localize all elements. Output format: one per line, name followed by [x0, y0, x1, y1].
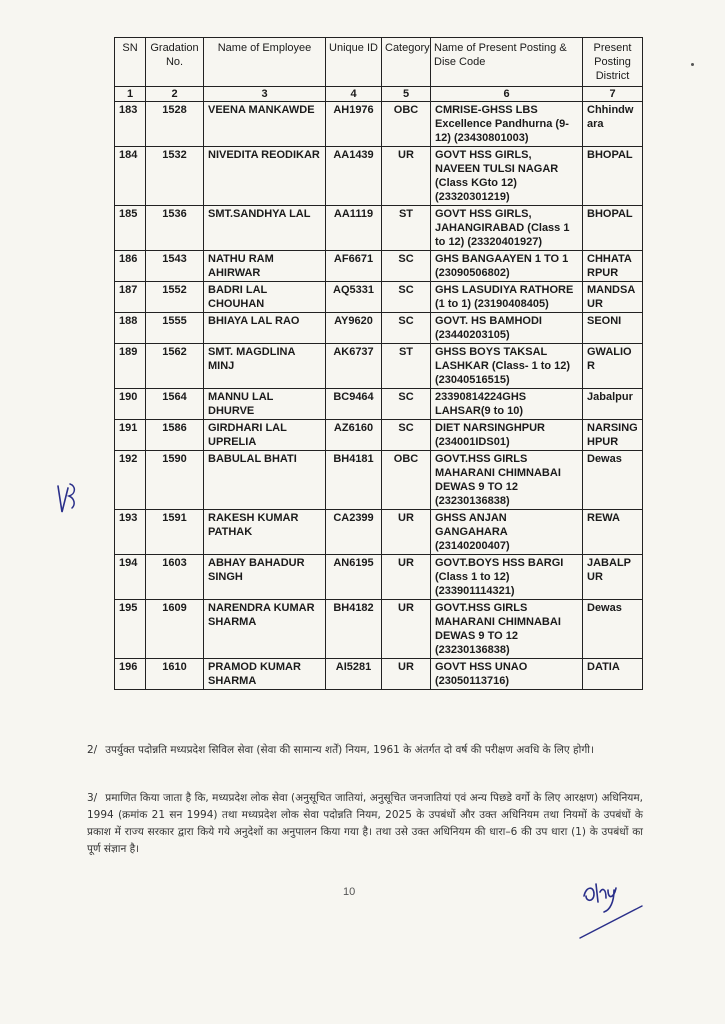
- category-cell: OBC: [382, 102, 431, 147]
- column-header: Gradation No.: [146, 38, 204, 87]
- gradation-cell: 1555: [146, 313, 204, 344]
- unique-id-cell: AA1439: [326, 147, 382, 206]
- gradation-cell: 1543: [146, 251, 204, 282]
- table-row: [115, 251, 643, 282]
- employee-name-cell: BADRI LAL CHOUHAN: [204, 282, 326, 313]
- column-number: 7: [583, 87, 643, 102]
- posting-cell: GOVT.HSS GIRLS MAHARANI CHIMNABAI DEWAS 9 TO 12 (23230136838): [431, 451, 583, 510]
- district-cell: Jabalpur: [583, 389, 643, 420]
- posting-cell: GOVT. HS BAMHODI (23440203105): [431, 313, 583, 344]
- employee-name-cell: NATHU RAM AHIRWAR: [204, 251, 326, 282]
- employee-name-cell: NIVEDITA REODIKAR: [204, 147, 326, 206]
- gradation-cell: 1564: [146, 389, 204, 420]
- category-cell: SC: [382, 251, 431, 282]
- gradation-cell: 1609: [146, 600, 204, 659]
- category-cell: ST: [382, 344, 431, 389]
- page-number: 10: [343, 886, 356, 898]
- gradation-cell: 1562: [146, 344, 204, 389]
- column-number: 5: [382, 87, 431, 102]
- table-row: [115, 659, 643, 690]
- category-cell: SC: [382, 313, 431, 344]
- district-cell: MANDSAUR: [583, 282, 643, 313]
- employee-name-cell: RAKESH KUMAR PATHAK: [204, 510, 326, 555]
- table-row: [115, 147, 643, 206]
- table-row: [115, 451, 643, 510]
- table-row: [115, 102, 643, 147]
- column-header: Category: [382, 38, 431, 87]
- category-cell: UR: [382, 147, 431, 206]
- district-cell: BHOPAL: [583, 206, 643, 251]
- category-cell: SC: [382, 389, 431, 420]
- category-cell: UR: [382, 600, 431, 659]
- handwritten-initial-mark: [52, 478, 82, 520]
- district-cell: Dewas: [583, 600, 643, 659]
- gradation-cell: 1610: [146, 659, 204, 690]
- sn-cell: 183: [115, 102, 146, 147]
- column-number: 2: [146, 87, 204, 102]
- column-header: Name of Employee: [204, 38, 326, 87]
- sn-cell: 188: [115, 313, 146, 344]
- table-row: [115, 420, 643, 451]
- category-cell: UR: [382, 510, 431, 555]
- gradation-cell: 1586: [146, 420, 204, 451]
- promotion-list-table: [114, 37, 643, 690]
- sn-cell: 186: [115, 251, 146, 282]
- unique-id-cell: AY9620: [326, 313, 382, 344]
- district-cell: Dewas: [583, 451, 643, 510]
- employee-name-cell: VEENA MANKAWDE: [204, 102, 326, 147]
- signature-mark: [578, 872, 648, 942]
- district-cell: Chhindwara: [583, 102, 643, 147]
- posting-cell: 23390814224GHS LAHSAR(9 to 10): [431, 389, 583, 420]
- table-row: [115, 600, 643, 659]
- column-number-row: [115, 87, 643, 102]
- sn-cell: 185: [115, 206, 146, 251]
- paragraph-3-number: 3/: [87, 792, 98, 804]
- category-cell: SC: [382, 420, 431, 451]
- district-cell: GWALIOR: [583, 344, 643, 389]
- posting-cell: CMRISE-GHSS LBS Excellence Pandhurna (9-12) (23430801003): [431, 102, 583, 147]
- column-number: 3: [204, 87, 326, 102]
- district-cell: DATIA: [583, 659, 643, 690]
- sn-cell: 195: [115, 600, 146, 659]
- employee-name-cell: SMT. MAGDLINA MINJ: [204, 344, 326, 389]
- category-cell: SC: [382, 282, 431, 313]
- column-header: Name of Present Posting & Dise Code: [431, 38, 583, 87]
- gradation-cell: 1603: [146, 555, 204, 600]
- employee-name-cell: BABULAL BHATI: [204, 451, 326, 510]
- stray-dot: [691, 63, 694, 66]
- gradation-cell: 1591: [146, 510, 204, 555]
- sn-cell: 187: [115, 282, 146, 313]
- table-header-row: [115, 38, 643, 87]
- table-row: [115, 389, 643, 420]
- employee-name-cell: MANNU LAL DHURVE: [204, 389, 326, 420]
- table-row: [115, 313, 643, 344]
- unique-id-cell: AA1119: [326, 206, 382, 251]
- unique-id-cell: AN6195: [326, 555, 382, 600]
- unique-id-cell: AI5281: [326, 659, 382, 690]
- district-cell: CHHATARPUR: [583, 251, 643, 282]
- posting-cell: GHSS BOYS TAKSAL LASHKAR (Class- 1 to 12) (23040516515): [431, 344, 583, 389]
- column-number: 6: [431, 87, 583, 102]
- column-header: Unique ID: [326, 38, 382, 87]
- column-number: 1: [115, 87, 146, 102]
- column-number: 4: [326, 87, 382, 102]
- posting-cell: GHS BANGAAYEN 1 TO 1 (23090506802): [431, 251, 583, 282]
- gradation-cell: 1536: [146, 206, 204, 251]
- employee-name-cell: NARENDRA KUMAR SHARMA: [204, 600, 326, 659]
- sn-cell: 193: [115, 510, 146, 555]
- unique-id-cell: AH1976: [326, 102, 382, 147]
- sn-cell: 191: [115, 420, 146, 451]
- category-cell: ST: [382, 206, 431, 251]
- unique-id-cell: CA2399: [326, 510, 382, 555]
- category-cell: UR: [382, 659, 431, 690]
- district-cell: JABALPUR: [583, 555, 643, 600]
- table-row: [115, 282, 643, 313]
- employee-name-cell: BHIAYA LAL RAO: [204, 313, 326, 344]
- gradation-cell: 1528: [146, 102, 204, 147]
- unique-id-cell: BH4181: [326, 451, 382, 510]
- gradation-cell: 1590: [146, 451, 204, 510]
- table-row: [115, 510, 643, 555]
- unique-id-cell: AF6671: [326, 251, 382, 282]
- unique-id-cell: BH4182: [326, 600, 382, 659]
- paragraph-2-text: उपर्युक्त पदोन्नति मध्यप्रदेश सिविल सेवा (सेवा की सामान्य शर्तें) नियम, 1961 के अंतर्गत दो वर्ष की परीक्षण अवधि के लिए होगी।: [105, 744, 594, 756]
- district-cell: SEONI: [583, 313, 643, 344]
- table-row: [115, 555, 643, 600]
- district-cell: REWA: [583, 510, 643, 555]
- employee-name-cell: SMT.SANDHYA LAL: [204, 206, 326, 251]
- posting-cell: GOVT HSS UNAO (23050113716): [431, 659, 583, 690]
- posting-cell: GHSS ANJAN GANGAHARA (23140200407): [431, 510, 583, 555]
- table-row: [115, 206, 643, 251]
- unique-id-cell: AK6737: [326, 344, 382, 389]
- employee-name-cell: ABHAY BAHADUR SINGH: [204, 555, 326, 600]
- category-cell: UR: [382, 555, 431, 600]
- employee-name-cell: GIRDHARI LAL UPRELIA: [204, 420, 326, 451]
- employee-name-cell: PRAMOD KUMAR SHARMA: [204, 659, 326, 690]
- paragraph-2-number: 2/: [87, 744, 98, 756]
- gradation-cell: 1532: [146, 147, 204, 206]
- unique-id-cell: AZ6160: [326, 420, 382, 451]
- posting-cell: GHS LASUDIYA RATHORE (1 to 1) (23190408405): [431, 282, 583, 313]
- paragraph-3: [87, 790, 643, 858]
- column-header: Present Posting District: [583, 38, 643, 87]
- sn-cell: 196: [115, 659, 146, 690]
- sn-cell: 190: [115, 389, 146, 420]
- unique-id-cell: BC9464: [326, 389, 382, 420]
- category-cell: OBC: [382, 451, 431, 510]
- table-row: [115, 344, 643, 389]
- column-header: SN: [115, 38, 146, 87]
- paragraph-2: [87, 742, 643, 759]
- table-body: [115, 102, 643, 690]
- district-cell: NARSINGHPUR: [583, 420, 643, 451]
- paragraph-3-text: प्रमाणित किया जाता है कि, मध्यप्रदेश लोक सेवा (अनुसूचित जातियां, अनुसूचित जनजातियां एवं अन्य पिछडे वर्गो के लिए आरक्षण) अधिनियम, 1994 (क्रमांक 21 सन 1994) तथा मध्यप्रदेश लोक सेवा पदोन्नति नियम, 2025 के उपबंधों और उक्त अधिनियम तथा नियमों के उपबंधों के प्रकाश में राज्य सरकार द्वारा किये गये अनुदेशों का अनुपालन किया गया है। तथा उसे उक्त अधिनियम की धारा–6 की उप धारा (1) के उपबंधों का पूर्ण संज्ञान है।: [87, 792, 643, 855]
- district-cell: BHOPAL: [583, 147, 643, 206]
- gradation-cell: 1552: [146, 282, 204, 313]
- posting-cell: GOVT.HSS GIRLS MAHARANI CHIMNABAI DEWAS 9 TO 12 (23230136838): [431, 600, 583, 659]
- posting-cell: GOVT.BOYS HSS BARGI (Class 1 to 12) (233901114321): [431, 555, 583, 600]
- sn-cell: 189: [115, 344, 146, 389]
- unique-id-cell: AQ5331: [326, 282, 382, 313]
- sn-cell: 194: [115, 555, 146, 600]
- sn-cell: 184: [115, 147, 146, 206]
- posting-cell: GOVT HSS GIRLS, JAHANGIRABAD (Class 1 to 12) (23320401927): [431, 206, 583, 251]
- posting-cell: DIET NARSINGHPUR (234001IDS01): [431, 420, 583, 451]
- sn-cell: 192: [115, 451, 146, 510]
- posting-cell: GOVT HSS GIRLS, NAVEEN TULSI NAGAR (Class KGto 12) (23320301219): [431, 147, 583, 206]
